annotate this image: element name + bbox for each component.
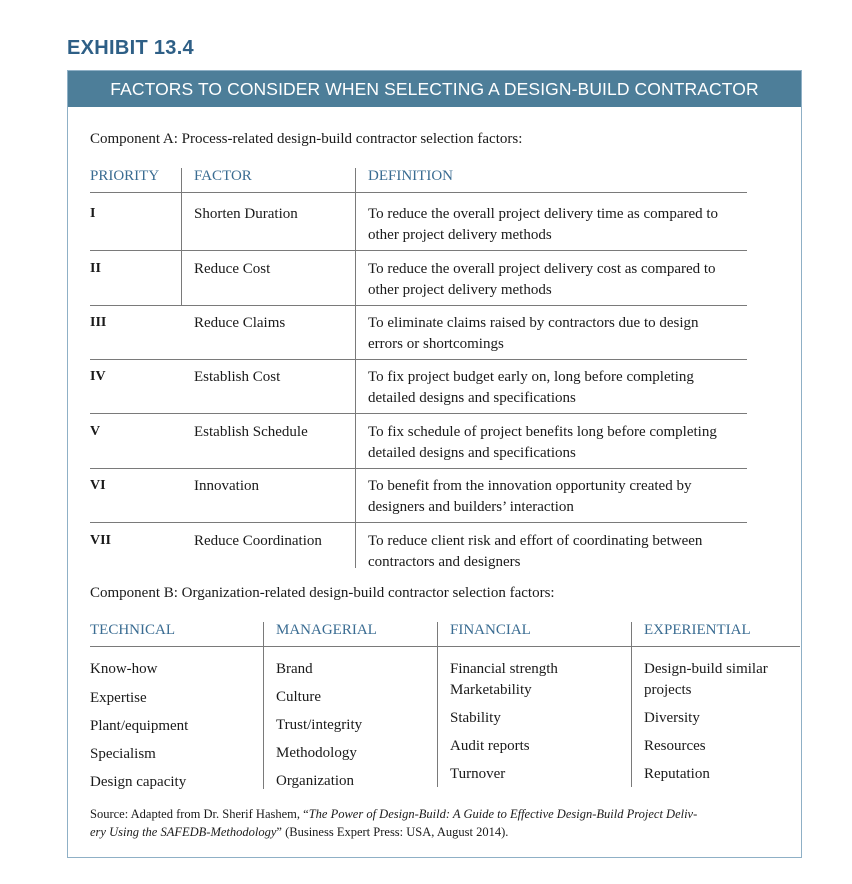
technical-header: TECHNICAL	[90, 622, 175, 638]
list-item: Marketability	[450, 682, 532, 698]
list-item: projects	[644, 682, 692, 698]
priority-cell: II	[90, 261, 101, 276]
priority-cell: VI	[90, 478, 106, 493]
list-item: Trust/integrity	[276, 717, 363, 733]
factor-cell: Innovation	[194, 478, 259, 494]
factor-header: FACTOR	[194, 168, 252, 184]
priority-header: PRIORITY	[90, 168, 160, 184]
list-item: Specialism	[90, 746, 156, 762]
definition-line: detailed designs and specifications	[368, 445, 576, 461]
priority-cell: V	[90, 424, 101, 439]
definition-line: errors or shortcomings	[368, 336, 504, 352]
row-rule	[90, 305, 747, 306]
list-item: Expertise	[90, 690, 147, 706]
priority-cell: I	[90, 206, 96, 221]
list-item: Financial strength	[450, 661, 558, 677]
priority-cell: III	[90, 315, 107, 330]
list-item: Brand	[276, 661, 313, 677]
definition-line: other project delivery methods	[368, 282, 552, 298]
financial-header: FINANCIAL	[450, 622, 531, 638]
list-item: Culture	[276, 689, 321, 705]
list-item: Know-how	[90, 661, 158, 677]
definition-line: detailed designs and specifications	[368, 390, 576, 406]
source-title-line2: ery Using the SAFEDB-Methodology	[90, 825, 277, 839]
definition-line: other project delivery methods	[368, 227, 552, 243]
column-divider	[263, 622, 264, 789]
header-rule	[90, 646, 800, 647]
row-rule	[90, 250, 747, 251]
component-b-intro: Component B: Organization-related design-build contractor selection factors:	[90, 585, 555, 601]
definition-line: To benefit from the innovation opportunity created by	[368, 478, 692, 494]
row-rule	[90, 413, 747, 414]
column-divider	[355, 168, 356, 568]
list-item: Design-build similar	[644, 661, 768, 677]
definition-line: To fix schedule of project benefits long before completing	[368, 424, 717, 440]
managerial-header: MANAGERIAL	[276, 622, 377, 638]
source-suffix: ” (Business Expert Press: USA, August 2014).	[276, 825, 509, 839]
definition-line: To reduce client risk and effort of coordinating between	[368, 533, 703, 549]
list-item: Design capacity	[90, 774, 187, 790]
priority-cell: VII	[90, 533, 112, 548]
source-prefix: Source: Adapted from Dr. Sherif Hashem, “	[90, 807, 309, 821]
list-item: Turnover	[450, 766, 506, 782]
definition-line: To reduce the overall project delivery time as compared to	[368, 206, 719, 222]
row-rule	[90, 468, 747, 469]
column-divider	[181, 168, 182, 305]
definition-line: designers and builders’ interaction	[368, 499, 574, 515]
source-citation	[90, 805, 780, 841]
list-item: Methodology	[276, 745, 357, 761]
definition-header: DEFINITION	[368, 168, 453, 184]
factor-cell: Establish Cost	[194, 369, 281, 385]
exhibit-title: FACTORS TO CONSIDER WHEN SELECTING A DESIGN-BUILD CONTRACTOR	[68, 71, 801, 107]
experiential-header: EXPERIENTIAL	[644, 622, 751, 638]
exhibit-label: EXHIBIT 13.4	[67, 37, 194, 59]
list-item: Diversity	[644, 710, 700, 726]
priority-cell: IV	[90, 369, 106, 384]
component-a-intro: Component A: Process-related design-build contractor selection factors:	[90, 131, 523, 147]
factor-cell: Reduce Claims	[194, 315, 286, 331]
definition-line: To fix project budget early on, long before completing	[368, 369, 694, 385]
row-rule	[90, 522, 747, 523]
factor-cell: Reduce Cost	[194, 261, 271, 277]
factor-cell: Reduce Coordination	[194, 533, 322, 549]
header-rule	[90, 192, 747, 193]
factor-cell: Establish Schedule	[194, 424, 308, 440]
list-item: Reputation	[644, 766, 710, 782]
list-item: Organization	[276, 773, 355, 789]
list-item: Audit reports	[450, 738, 530, 754]
definition-line: contractors and designers	[368, 554, 521, 570]
list-item: Plant/equipment	[90, 718, 189, 734]
source-title-line1: The Power of Design-Build: A Guide to Effective Design-Build Project Deliv-	[308, 807, 698, 821]
row-rule	[90, 359, 747, 360]
list-item: Stability	[450, 710, 501, 726]
definition-line: To eliminate claims raised by contractors due to design	[368, 315, 699, 331]
list-item: Resources	[644, 738, 706, 754]
exhibit-frame	[67, 70, 802, 858]
definition-line: To reduce the overall project delivery cost as compared to	[368, 261, 716, 277]
factor-cell: Shorten Duration	[194, 206, 298, 222]
